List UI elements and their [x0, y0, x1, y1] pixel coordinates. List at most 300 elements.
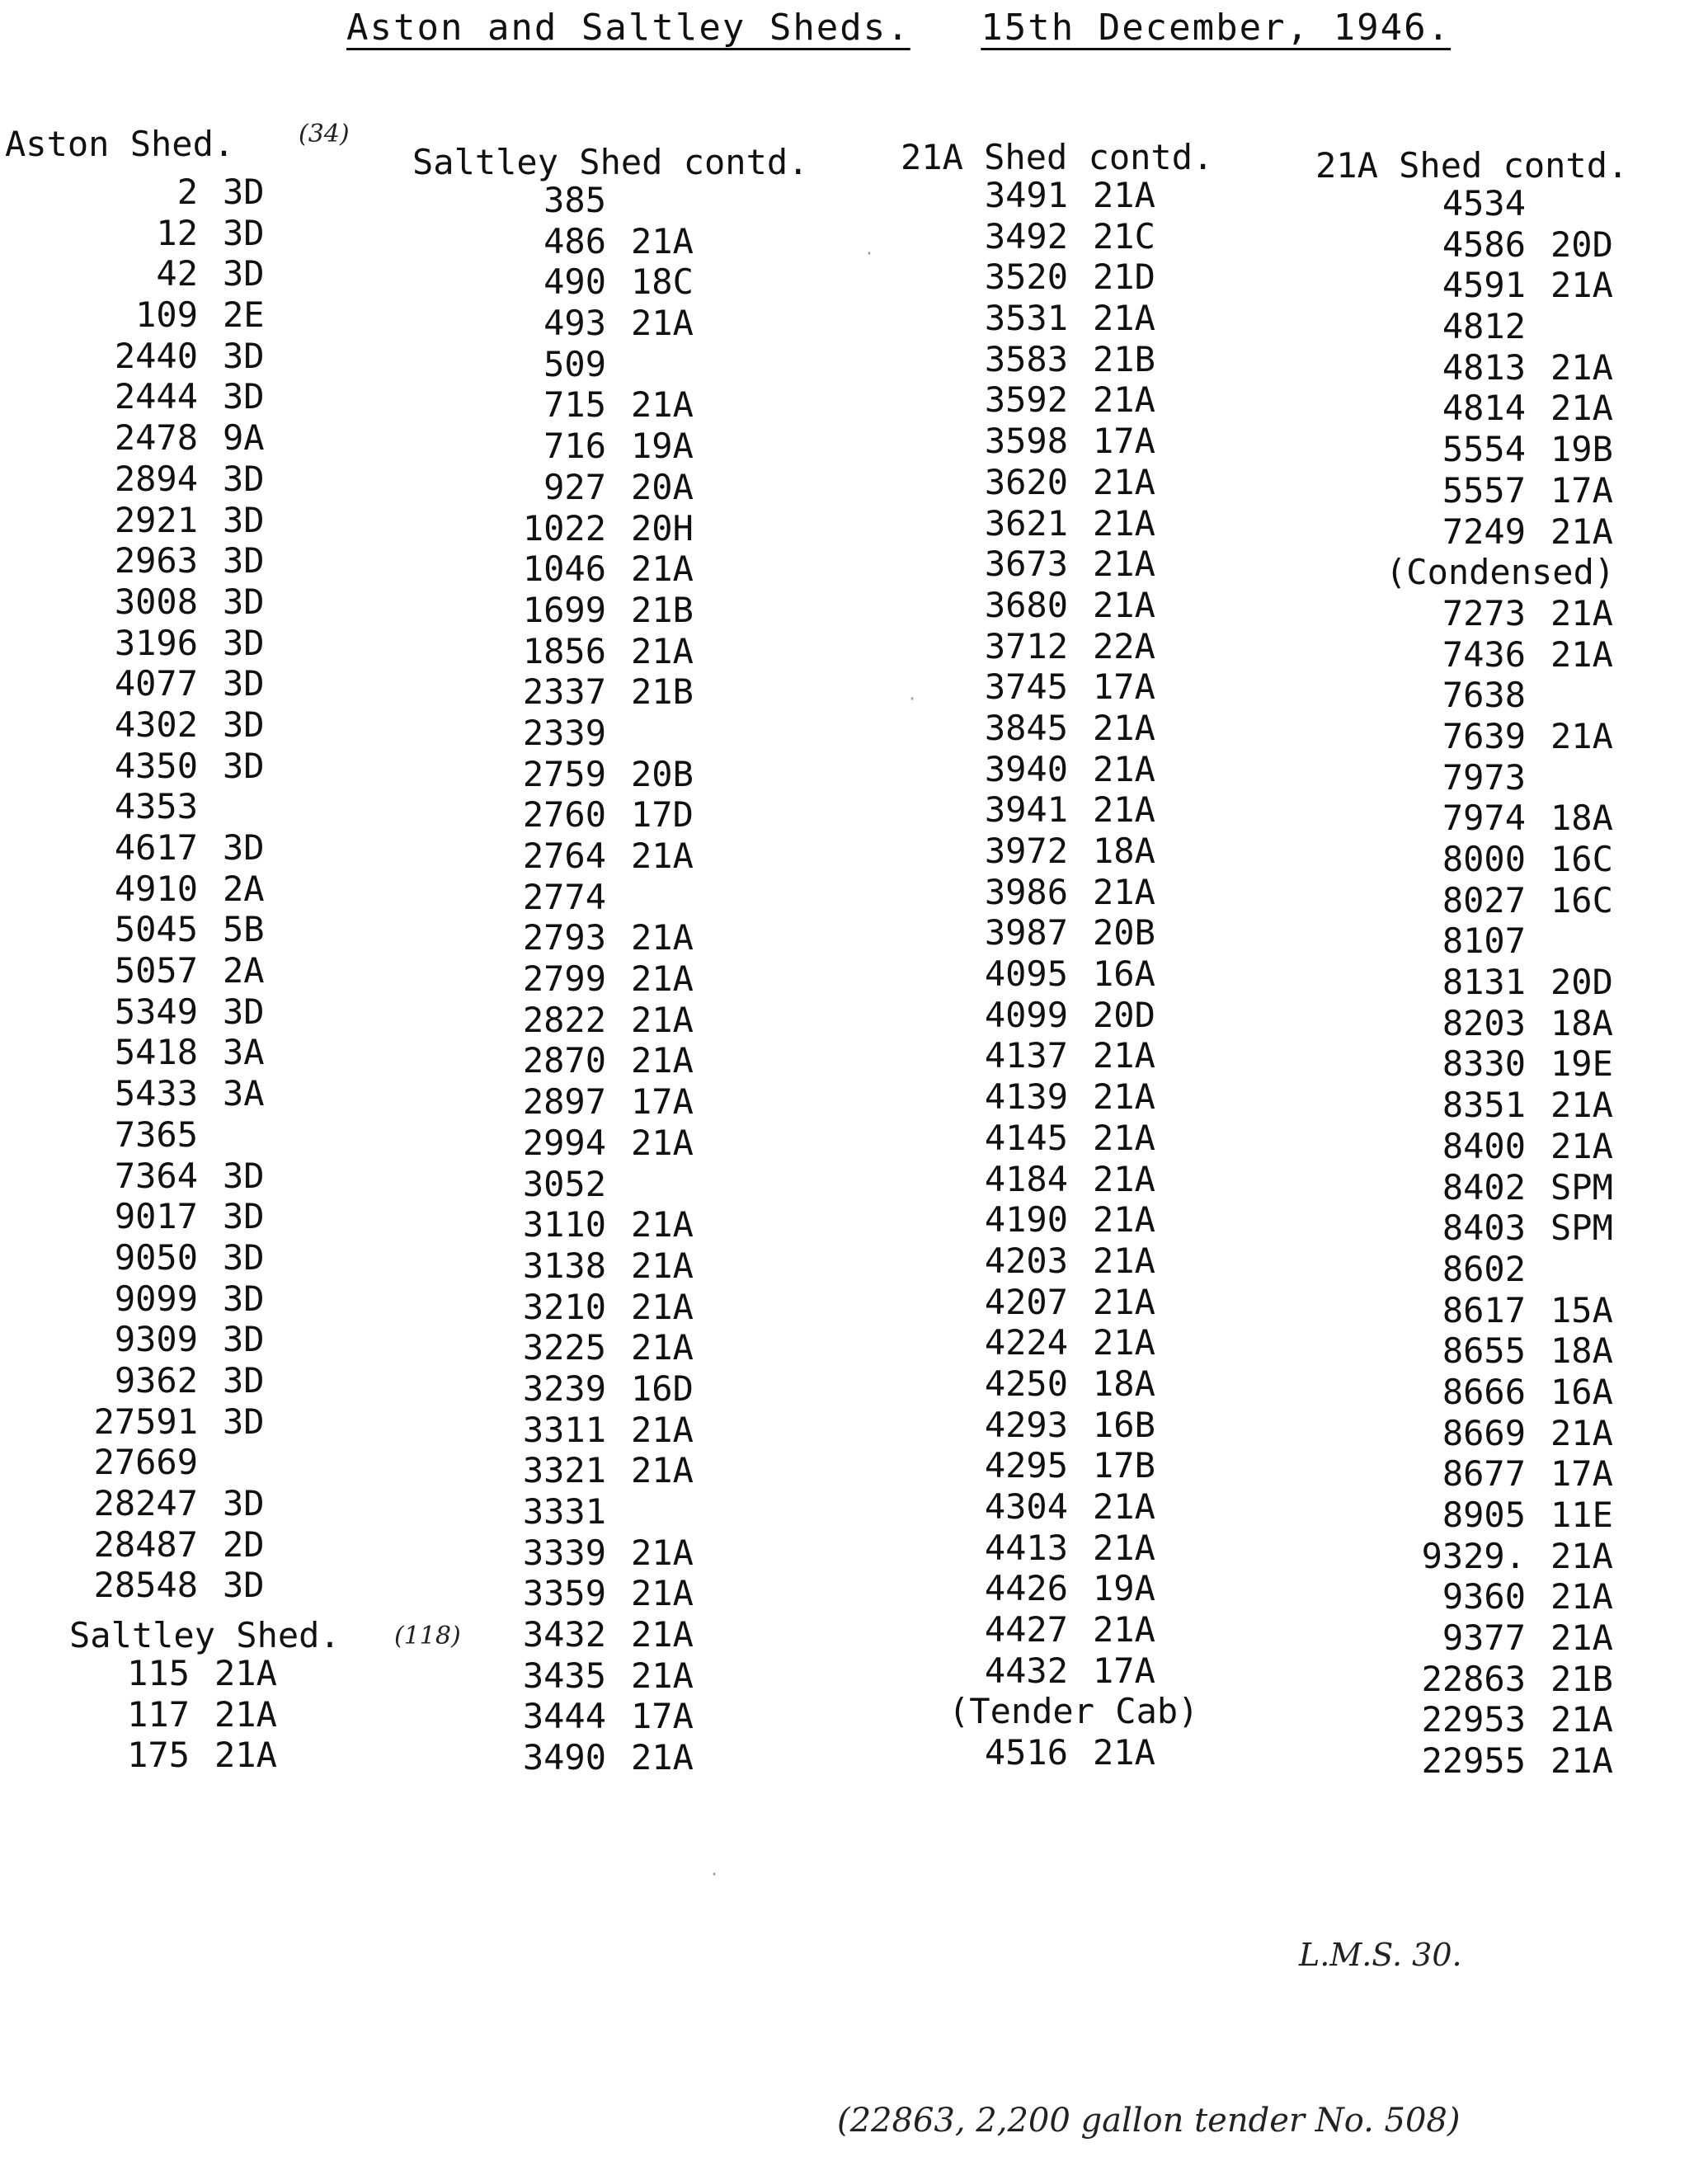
engine-number: 4293: [984, 1404, 1068, 1445]
shed-code: 21A: [1550, 1617, 1613, 1659]
list-item: [49, 909, 322, 950]
list-item: [495, 1000, 746, 1041]
engine-number: 4203: [984, 1240, 1068, 1281]
engine-number: 8203: [1442, 1002, 1526, 1043]
shed-code: 19A: [1093, 1568, 1155, 1609]
engine-number: 4427: [984, 1609, 1068, 1650]
engine-number: 8602: [1442, 1248, 1526, 1289]
engine-number: 7365: [114, 1114, 198, 1155]
engine-number: 4190: [984, 1199, 1068, 1241]
engine-number: 5418: [114, 1032, 198, 1073]
list-item: [495, 549, 746, 590]
engine-number: 490: [543, 261, 606, 303]
list-item: [49, 1694, 313, 1735]
list-item: [495, 1245, 746, 1287]
engine-number: 4350: [114, 745, 198, 786]
list-item: [495, 1081, 746, 1123]
engine-number: 9309: [114, 1319, 198, 1360]
list-item: [49, 500, 322, 541]
list-item: [1386, 1453, 1708, 1495]
engine-number: 4224: [984, 1322, 1068, 1363]
shed-code: 21B: [1093, 338, 1155, 379]
engine-number: 8655: [1442, 1330, 1526, 1372]
engine-number: 486: [543, 220, 606, 261]
engine-number: 8351: [1442, 1085, 1526, 1126]
list-item: [948, 789, 1339, 831]
list-item: [1386, 1617, 1708, 1659]
list-item: [948, 421, 1339, 462]
engine-number: 3432: [522, 1614, 606, 1655]
list-item: [948, 544, 1339, 585]
shed-code: 21A: [1093, 1281, 1155, 1322]
list-item: [948, 257, 1339, 298]
engine-number: 5557: [1442, 469, 1526, 511]
shed-code: 19B: [1550, 429, 1613, 470]
shed-code: 21A: [631, 384, 694, 426]
list-item: [1386, 1208, 1708, 1249]
engine-number: 4617: [114, 827, 198, 868]
list-item: [495, 1737, 746, 1778]
shed-code: 21A: [631, 1286, 694, 1327]
shed-code: 21A: [631, 220, 694, 261]
shed-21a-contd-heading-2: 21A Shed contd.: [1315, 145, 1629, 186]
shed-code: 3D: [223, 376, 265, 417]
list-item: [49, 1196, 322, 1237]
shed-code: 21A: [1093, 1158, 1155, 1199]
list-item: [49, 950, 322, 991]
list-item: [1386, 593, 1708, 634]
list-item: [1386, 429, 1708, 470]
list-item: [49, 1278, 322, 1320]
list-item: [948, 1282, 1339, 1323]
shed-code: 21A: [1550, 1699, 1613, 1740]
engine-number: 4099: [984, 994, 1068, 1035]
engine-number: 2444: [114, 376, 198, 417]
engine-number: 3491: [984, 175, 1068, 215]
engine-number: 8403: [1442, 1208, 1526, 1249]
list-item: [495, 426, 746, 467]
list-item: [1386, 1167, 1708, 1208]
shed-code: 21A: [631, 1737, 694, 1778]
engine-number: 493: [543, 303, 606, 344]
shed-code: 21A: [1093, 1240, 1155, 1281]
shed-code: 22A: [1093, 625, 1155, 666]
engine-number: 12: [156, 212, 198, 253]
list-item: [948, 831, 1339, 872]
list-item: [948, 1159, 1339, 1200]
shed-code: 3D: [223, 253, 265, 294]
engine-number: 2897: [522, 1081, 606, 1123]
shed-code: 20D: [1550, 962, 1613, 1003]
shed-code: 21A: [631, 1450, 694, 1491]
list-item: [1386, 1126, 1708, 1167]
engine-number: 4586: [1442, 224, 1526, 265]
list-item: [1386, 1495, 1708, 1536]
shed-code: 2A: [223, 950, 265, 991]
shed-code: 21C: [1093, 215, 1155, 257]
list-item: [1386, 183, 1708, 224]
engine-number: 4207: [984, 1281, 1068, 1322]
shed-code: 3D: [223, 172, 265, 212]
engine-number: 1856: [522, 630, 606, 671]
list-item: [948, 1732, 1339, 1773]
engine-number: 3621: [984, 502, 1068, 544]
aston-list: [49, 172, 322, 1606]
saltley-shed-heading: Saltley Shed.: [69, 1615, 341, 1655]
list-item: [495, 384, 746, 426]
engine-number: 4250: [984, 1363, 1068, 1404]
shed-code: 21A: [1550, 633, 1613, 675]
list-item: [49, 417, 322, 459]
engine-number: 3592: [984, 379, 1068, 421]
list-item: [1386, 1372, 1708, 1413]
engine-number: 927: [543, 466, 606, 507]
shed-code: 21A: [631, 917, 694, 958]
engine-number: 2994: [522, 1122, 606, 1163]
engine-number: 9360: [1442, 1576, 1526, 1617]
list-item: [49, 827, 322, 869]
shed-code: [1526, 1249, 1674, 1290]
engine-number: 3680: [984, 584, 1068, 625]
shed-code: 21A: [631, 1327, 694, 1368]
shed-code: [198, 786, 322, 827]
shed-code: 11E: [1550, 1495, 1613, 1535]
engine-number: 4302: [114, 704, 198, 745]
shed-code: 21D: [1093, 257, 1155, 298]
scan-speck: ·: [709, 1864, 720, 1884]
engine-number: 3531: [984, 298, 1068, 339]
list-item: [1386, 347, 1708, 388]
title-right: 15th December, 1946.: [981, 7, 1452, 49]
engine-number: 42: [156, 253, 198, 294]
shed-code: 21A: [1093, 502, 1155, 544]
shed-code: 21A: [1550, 1412, 1613, 1453]
list-item: [948, 1650, 1339, 1692]
engine-number: 3490: [522, 1737, 606, 1778]
list-item: [495, 1696, 746, 1737]
shed-code: SPM: [1550, 1208, 1613, 1249]
engine-number: (Tender Cab): [948, 1691, 1199, 1732]
engine-number: 2478: [114, 417, 198, 459]
engine-number: 8107: [1442, 921, 1526, 962]
list-item: [495, 754, 746, 795]
engine-number: 9377: [1442, 1617, 1526, 1659]
list-item: [49, 540, 322, 582]
list-item: [49, 1360, 322, 1401]
list-item: [948, 462, 1339, 503]
saltley-contd-list: [495, 180, 746, 1778]
engine-number: 27591: [93, 1401, 198, 1442]
engine-number: 7638: [1442, 675, 1526, 716]
list-item: [1386, 388, 1708, 429]
list-item: [49, 1156, 322, 1197]
engine-number: 7973: [1442, 756, 1526, 798]
engine-number: 3339: [522, 1532, 606, 1573]
shed-code: 3D: [223, 540, 265, 582]
list-item: [49, 1653, 313, 1694]
list-item: [495, 836, 746, 877]
shed-code: [1198, 1691, 1339, 1732]
engine-number: 8402: [1442, 1166, 1526, 1208]
shed-code: 3D: [223, 622, 265, 663]
shed-code: 21A: [1093, 379, 1155, 421]
list-item: [495, 303, 746, 344]
shed-code: 17A: [1550, 1453, 1613, 1495]
engine-number: 117: [127, 1693, 190, 1735]
list-item: [495, 1573, 746, 1614]
engine-number: 9050: [114, 1236, 198, 1278]
shed-code: [1526, 675, 1674, 716]
engine-number: 8666: [1442, 1371, 1526, 1412]
engine-number: 7974: [1442, 798, 1526, 839]
engine-number: 4432: [984, 1650, 1068, 1691]
engine-number: 5554: [1442, 429, 1526, 470]
engine-number: 7364: [114, 1155, 198, 1196]
shed-code: 21A: [1093, 1732, 1155, 1773]
list-item: [495, 671, 746, 713]
engine-number: 175: [127, 1735, 190, 1776]
shed-code: 21A: [631, 1573, 694, 1614]
shed-code: 17A: [1093, 421, 1155, 462]
shed-code: 3D: [223, 704, 265, 745]
shed-code: 21A: [1550, 346, 1613, 388]
engine-number: 4413: [984, 1527, 1068, 1568]
shed-code: 3D: [223, 458, 265, 499]
list-item: [948, 1691, 1339, 1732]
shed-code: 2E: [223, 294, 265, 336]
engine-number: 2963: [114, 540, 198, 582]
list-item: [49, 1237, 322, 1278]
shed-code: [606, 344, 746, 385]
shed-code: [606, 713, 746, 754]
list-item: [1386, 224, 1708, 266]
shed-code: 3D: [223, 1278, 265, 1319]
list-item: [1386, 839, 1708, 880]
shed-code: 21B: [631, 671, 694, 713]
shed-code: 21A: [214, 1735, 277, 1776]
saltley-contd-heading: Saltley Shed contd.: [412, 142, 809, 182]
list-item: [948, 872, 1339, 913]
shed-code: [606, 877, 746, 918]
engine-number: 3673: [984, 544, 1068, 585]
shed-code: 21A: [631, 1655, 694, 1696]
shed-code: 3A: [223, 1032, 265, 1073]
engine-number: 2822: [522, 999, 606, 1040]
shed-code: 21A: [214, 1693, 277, 1735]
shed-code: 3A: [223, 1073, 265, 1114]
engine-number: 4910: [114, 868, 198, 909]
shed-code: [1526, 306, 1674, 347]
shed-code: 21A: [631, 958, 694, 1000]
scan-speck: ·: [907, 689, 918, 709]
engine-number: 22953: [1421, 1699, 1526, 1740]
shed-code: 20H: [631, 507, 694, 549]
engine-number: 3110: [522, 1204, 606, 1245]
list-item: [495, 221, 746, 262]
engine-number: 4591: [1442, 265, 1526, 306]
list-item: [495, 1164, 746, 1205]
shed-code: 3D: [223, 991, 265, 1032]
engine-number: 8000: [1442, 839, 1526, 879]
engine-number: 3210: [522, 1286, 606, 1327]
shed-code: 21A: [1550, 1740, 1613, 1782]
list-item: [495, 1450, 746, 1491]
shed-code: 21A: [1550, 1576, 1613, 1617]
list-item: [49, 746, 322, 787]
engine-number: 22863: [1421, 1658, 1526, 1699]
list-item: [948, 749, 1339, 790]
list-item: [49, 336, 322, 377]
list-item: [948, 626, 1339, 667]
engine-number: 3520: [984, 257, 1068, 298]
list-item: [49, 1319, 322, 1360]
shed-code: 21A: [1093, 461, 1155, 502]
shed-code: 19A: [631, 426, 694, 467]
engine-number: 3583: [984, 338, 1068, 379]
shed-code: 3D: [223, 1155, 265, 1196]
engine-number: 115: [127, 1653, 190, 1693]
engine-number: 4813: [1442, 346, 1526, 388]
list-item: [948, 1528, 1339, 1569]
list-item: [948, 1076, 1339, 1118]
shed-code: 21A: [1550, 1535, 1613, 1576]
list-item: [948, 954, 1339, 995]
engine-number: 8669: [1442, 1412, 1526, 1453]
list-item: [1386, 716, 1708, 757]
saltley-count-note: (118): [394, 1622, 461, 1650]
shed-code: 21A: [1093, 1486, 1155, 1527]
shed-code: 3D: [223, 335, 265, 376]
engine-number: 8905: [1442, 1495, 1526, 1535]
list-item: [948, 912, 1339, 954]
engine-number: 5045: [114, 909, 198, 950]
list-item: [495, 1287, 746, 1328]
list-item: [948, 708, 1339, 749]
list-item: [49, 623, 322, 664]
engine-number: 715: [543, 384, 606, 426]
shed-code: [606, 180, 746, 221]
engine-number: 2870: [522, 1040, 606, 1081]
engine-number: 2759: [522, 753, 606, 794]
engine-number: 9017: [114, 1196, 198, 1237]
list-item: [948, 1568, 1339, 1609]
saltley-list: [49, 1653, 313, 1776]
engine-number: 8027: [1442, 879, 1526, 921]
shed-code: 20A: [631, 466, 694, 507]
shed-code: 18A: [1550, 1330, 1613, 1372]
shed-code: 21A: [1093, 871, 1155, 912]
shed-code: 21A: [1093, 298, 1155, 339]
shed-code: 21A: [1093, 748, 1155, 789]
shed-code: 9A: [223, 417, 265, 459]
shed-code: 21A: [631, 1614, 694, 1655]
shed-code: 21A: [1093, 1199, 1155, 1241]
list-item: [495, 180, 746, 221]
list-item: [1386, 552, 1708, 593]
engine-number: 2: [176, 172, 198, 212]
list-item: [1386, 1576, 1708, 1617]
shed-code: 21A: [1093, 544, 1155, 585]
shed-code: 3D: [223, 1359, 265, 1401]
engine-number: 3712: [984, 625, 1068, 666]
engine-number: 7639: [1442, 715, 1526, 756]
shed-code: 16A: [1550, 1371, 1613, 1412]
engine-number: 4077: [114, 663, 198, 704]
shed-code: 21A: [1093, 1609, 1155, 1650]
list-item: [1386, 1043, 1708, 1085]
engine-number: 3239: [522, 1368, 606, 1409]
list-item: [1386, 962, 1708, 1003]
list-item: [1386, 1085, 1708, 1126]
list-item: [495, 877, 746, 918]
list-item: [1386, 921, 1708, 962]
shed-code: 21A: [631, 303, 694, 344]
list-item: [948, 1199, 1339, 1241]
list-item: [948, 379, 1339, 421]
list-item: [49, 1565, 322, 1606]
shed-code: SPM: [1550, 1166, 1613, 1208]
shed-code: 21B: [1550, 1658, 1613, 1699]
list-item: [948, 298, 1339, 339]
engine-number: 109: [135, 294, 198, 336]
page-reference: L.M.S. 30.: [1299, 1937, 1462, 1973]
engine-number: 9329.: [1421, 1535, 1526, 1576]
engine-number: 4353: [114, 786, 198, 827]
engine-number: 28247: [93, 1483, 198, 1523]
scan-speck: ·: [864, 243, 875, 263]
shed-code: [606, 1491, 746, 1533]
list-item: [1386, 798, 1708, 839]
shed-code: 18A: [1550, 798, 1613, 839]
list-item: [948, 1322, 1339, 1363]
list-item: [1386, 1003, 1708, 1044]
shed-code: 21A: [1093, 707, 1155, 748]
list-item: [49, 253, 322, 294]
shed-code: 21A: [631, 1245, 694, 1286]
list-item: [49, 172, 322, 213]
list-item: [49, 213, 322, 254]
list-item: [495, 1410, 746, 1451]
engine-number: 28487: [93, 1523, 198, 1565]
engine-number: 3008: [114, 581, 198, 622]
engine-number: 3745: [984, 666, 1068, 708]
tender-note: (22863, 2,200 gallon tender No. 508): [837, 2102, 1461, 2140]
aston-shed-heading: Aston Shed.: [5, 124, 235, 164]
document-title: [346, 7, 1451, 49]
shed-21a-contd-list-1: [948, 175, 1339, 1773]
engine-number: 9362: [114, 1359, 198, 1401]
list-item: [948, 1241, 1339, 1282]
shed-code: 21A: [631, 1204, 694, 1245]
engine-number: 27669: [93, 1442, 198, 1483]
list-item: [1386, 1740, 1708, 1782]
list-item: [495, 1533, 746, 1574]
engine-number: 2799: [522, 958, 606, 1000]
engine-number: 2774: [522, 876, 606, 917]
list-item: [49, 991, 322, 1033]
list-item: [495, 713, 746, 754]
list-item: [495, 1368, 746, 1410]
engine-number: 4534: [1442, 183, 1526, 224]
engine-number: 2764: [522, 836, 606, 876]
shed-code: 3D: [223, 1483, 265, 1523]
shed-code: 21A: [631, 836, 694, 876]
list-item: [495, 590, 746, 631]
shed-code: 21A: [631, 1122, 694, 1163]
shed-code: 16A: [1093, 954, 1155, 995]
engine-number: 1699: [522, 589, 606, 630]
engine-number: 509: [543, 343, 606, 384]
